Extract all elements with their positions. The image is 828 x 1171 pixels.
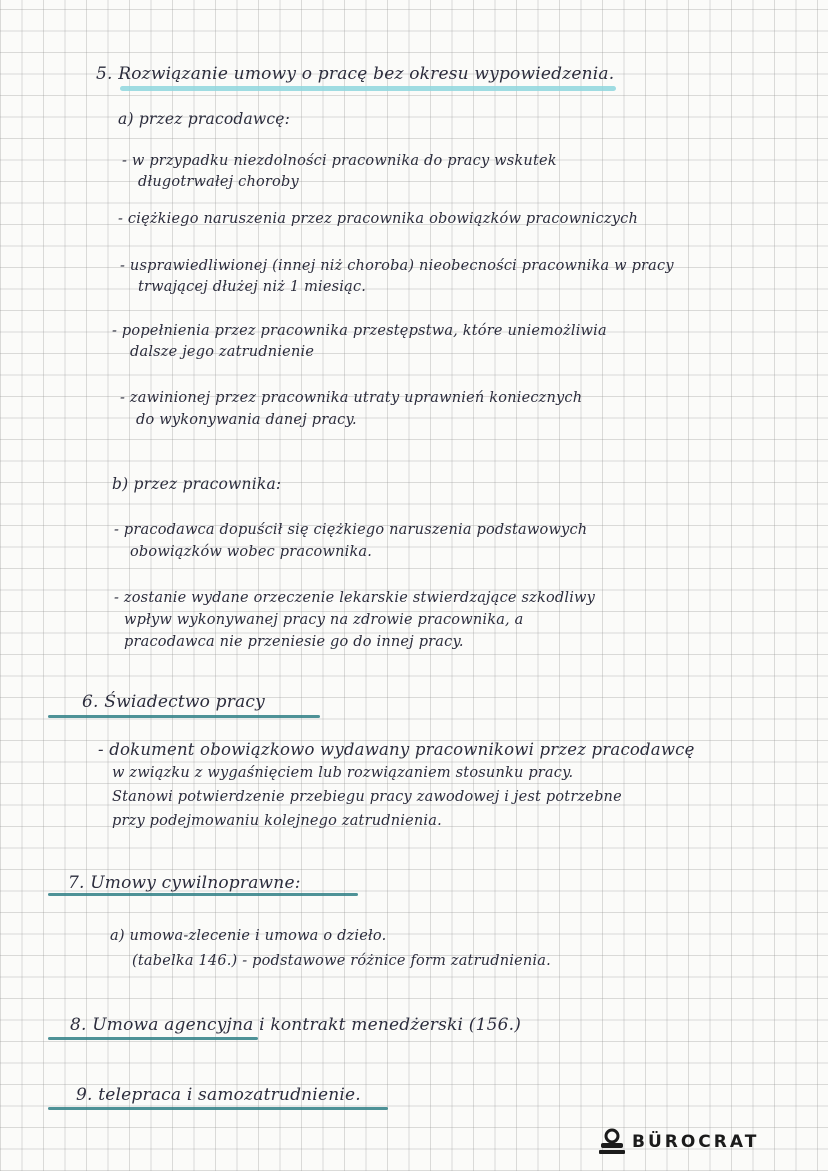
s6-line3: Stanowi potwierdzenie przebiegu pracy zawodowej i jest potrzebne [112,789,622,805]
s5a-item4-line2: dalsze jego zatrudnienie [130,344,315,360]
s5b-item2-line2: wpływ wykonywanej pracy na zdrowie pracownika, a [124,612,524,628]
s5b-item2-line3: pracodawca nie przeniesie go do innej pracy. [124,634,464,650]
section-8-title: 8. Umowa agencyjna i kontrakt menedżerski (156.) [70,1015,522,1035]
s7a-line1: a) umowa-zlecenie i umowa o dzieło. [110,928,387,944]
section-5b-label: b) przez pracownika: [112,475,282,493]
s5b-item1-line2: obowiązków wobec pracownika. [130,544,373,560]
section-9-title: 9. telepraca i samozatrudnienie. [76,1085,361,1105]
section-5-title: 5. Rozwiązanie umowy o pracę bez okresu wypowiedzenia. [96,64,615,84]
s6-line1: - dokument obowiązkowo wydawany pracownikowi przez pracodawcę [98,740,695,759]
s5a-item5-line2: do wykonywania danej pracy. [136,412,357,428]
s5a-item5-line1: - zawinionej przez pracownika utraty uprawnień koniecznych [120,390,583,406]
highlight-s9 [48,1107,388,1110]
highlight-s7 [48,893,358,896]
s5a-item3-line1: - usprawiedliwionej (innej niż choroba) nieobecności pracownika w pracy [120,258,674,274]
s6-line2: w związku z wygaśnięciem lub rozwiązaniem stosunku pracy. [112,765,574,781]
section-6-title: 6. Świadectwo pracy [82,692,265,712]
s5a-item1-line1: - w przypadku niezdolności pracownika do pracy wskutek [122,153,557,169]
highlight-s8 [48,1037,258,1040]
section-5a-label: a) przez pracodawcę: [118,110,291,128]
s7a-line2: (tabelka 146.) - podstawowe różnice form zatrudnienia. [132,953,551,969]
section-7-title: 7. Umowy cywilnoprawne: [68,873,301,893]
s5a-item4-line1: - popełnienia przez pracownika przestępstwa, które uniemożliwia [112,323,607,339]
s5a-item3-line2: trwającej dłużej niż 1 miesiąc. [138,279,367,295]
brand-name: BÜROCRAT [632,1132,760,1152]
s6-line4: przy podejmowaniu kolejnego zatrudnienia. [112,813,442,829]
s5b-item2-line1: - zostanie wydane orzeczenie lekarskie stwierdzające szkodliwy [114,590,596,606]
highlight-s6 [48,715,320,718]
stamp-icon [598,1128,626,1156]
burocrat-logo [598,1128,759,1156]
highlight-s5 [120,86,616,91]
s5a-item1-line2: długotrwałej choroby [138,174,299,190]
s5b-item1-line1: - pracodawca dopuścił się ciężkiego naruszenia podstawowych [114,522,588,538]
s5a-item2-line1: - ciężkiego naruszenia przez pracownika obowiązków pracowniczych [118,211,638,227]
